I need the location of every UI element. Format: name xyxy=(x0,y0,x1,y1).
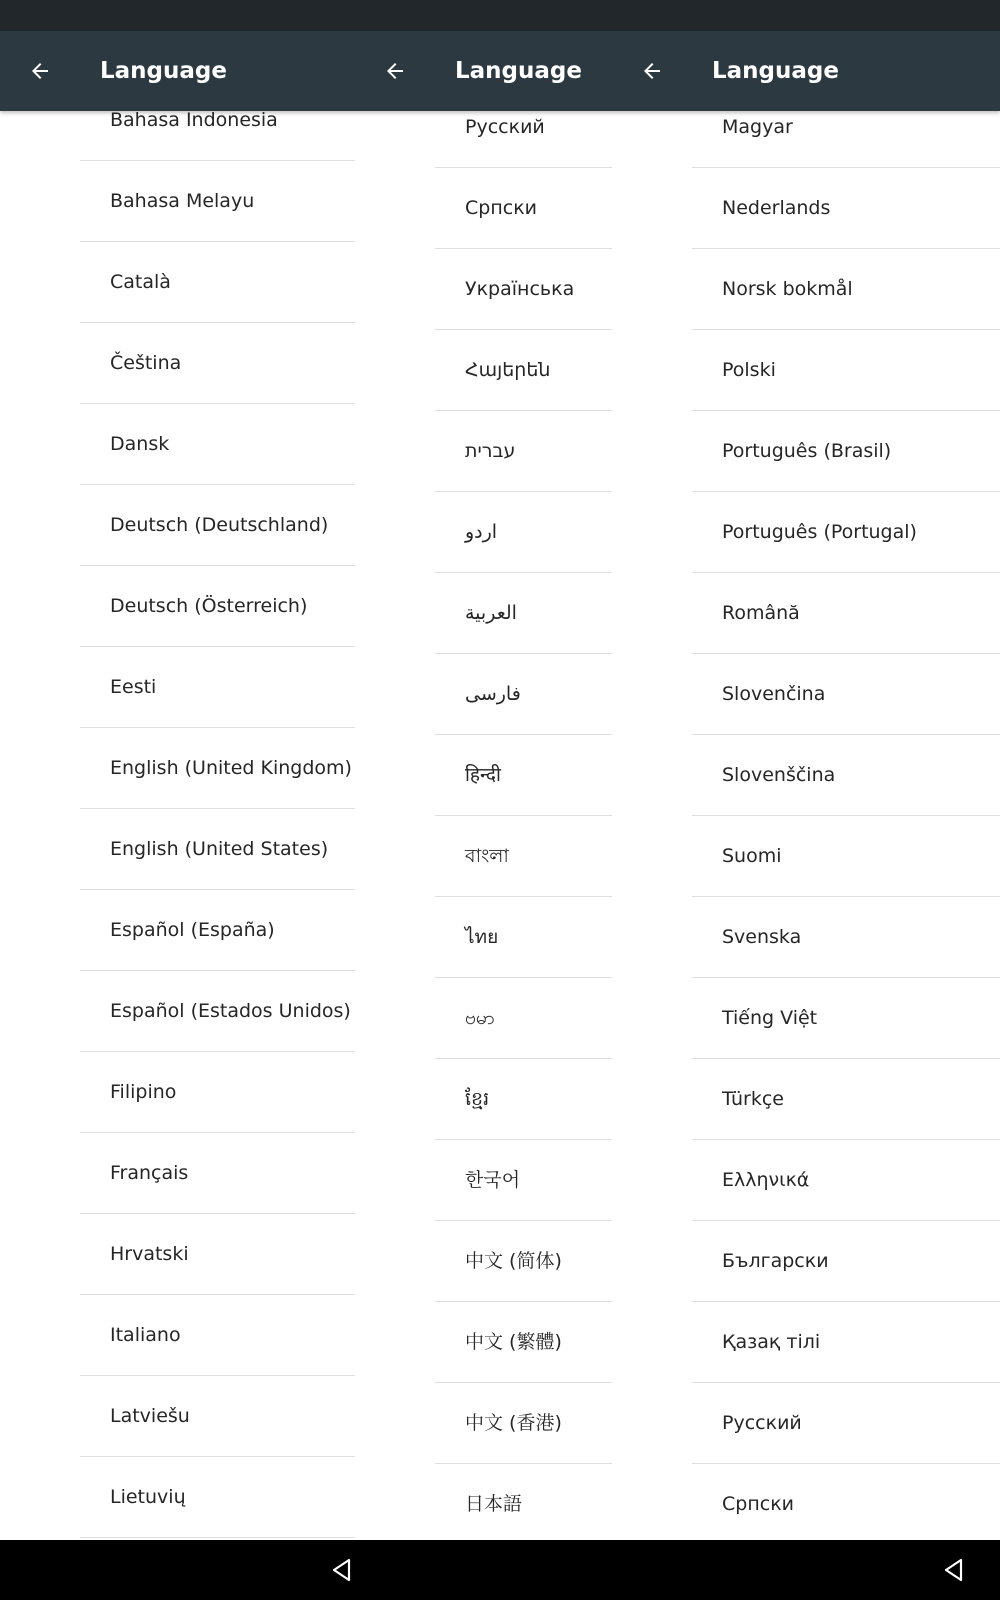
triangle-back-icon xyxy=(941,1557,967,1583)
arrow-left-icon xyxy=(383,59,407,83)
language-item[interactable] xyxy=(692,111,1000,168)
language-item[interactable] xyxy=(692,735,1000,816)
language-label: Español (España) xyxy=(110,919,275,941)
language-label: Türkçe xyxy=(722,1088,784,1110)
language-list-3 xyxy=(692,111,1000,1540)
arrow-left-icon xyxy=(28,59,52,83)
language-item[interactable] xyxy=(692,1302,1000,1383)
language-item[interactable] xyxy=(692,573,1000,654)
language-item[interactable] xyxy=(80,242,355,323)
language-item[interactable] xyxy=(435,897,612,978)
language-item[interactable] xyxy=(435,1383,612,1464)
language-label: 한국어 xyxy=(465,1169,521,1191)
language-label: Magyar xyxy=(722,116,793,138)
language-label: Қазақ тілі xyxy=(722,1331,821,1353)
language-item[interactable] xyxy=(80,1457,355,1538)
language-label: 中文 (简体) xyxy=(465,1250,562,1272)
language-item[interactable] xyxy=(435,1059,612,1140)
language-item[interactable] xyxy=(692,168,1000,249)
language-label: 日本語 xyxy=(465,1493,523,1515)
language-label: Slovenčina xyxy=(722,683,826,705)
language-label: فارسی xyxy=(465,683,521,705)
page-title-1: Language xyxy=(100,58,227,84)
language-item[interactable] xyxy=(435,978,612,1059)
language-label: বাংলা xyxy=(465,845,509,867)
language-item[interactable] xyxy=(435,573,612,654)
language-item[interactable] xyxy=(435,111,612,168)
language-label: हिन्दी xyxy=(465,764,501,786)
language-item[interactable] xyxy=(435,1464,612,1540)
language-label: Bahasa Indonesia xyxy=(110,111,278,131)
language-label: Hrvatski xyxy=(110,1243,189,1265)
language-item[interactable] xyxy=(692,492,1000,573)
app-bar xyxy=(0,31,1000,111)
language-item[interactable] xyxy=(435,654,612,735)
language-label: Suomi xyxy=(722,845,782,867)
language-item[interactable] xyxy=(692,897,1000,978)
language-item[interactable] xyxy=(80,1214,355,1295)
language-item[interactable] xyxy=(435,1140,612,1221)
language-item[interactable] xyxy=(435,1302,612,1383)
back-button-2[interactable] xyxy=(377,53,413,89)
language-item[interactable] xyxy=(692,411,1000,492)
page-title-3: Language xyxy=(712,58,839,84)
language-label: Filipino xyxy=(110,1081,177,1103)
language-label: Deutsch (Österreich) xyxy=(110,595,308,617)
nav-back-button-right[interactable] xyxy=(936,1552,972,1588)
language-label: Lietuvių xyxy=(110,1486,186,1508)
back-button-1[interactable] xyxy=(22,53,58,89)
language-label: Nederlands xyxy=(722,197,831,219)
language-item[interactable] xyxy=(80,404,355,485)
language-item[interactable] xyxy=(692,654,1000,735)
language-label: Русский xyxy=(465,116,545,138)
language-label: Français xyxy=(110,1162,189,1184)
language-item[interactable] xyxy=(80,1295,355,1376)
language-item[interactable] xyxy=(435,816,612,897)
language-item[interactable] xyxy=(80,566,355,647)
arrow-left-icon xyxy=(640,59,664,83)
status-bar xyxy=(0,0,1000,31)
language-label: 中文 (繁體) xyxy=(465,1331,562,1353)
language-item[interactable] xyxy=(80,161,355,242)
language-label: ไทย xyxy=(465,926,499,948)
language-item[interactable] xyxy=(435,492,612,573)
language-label: Tiếng Việt xyxy=(722,1007,818,1029)
nav-back-button-left[interactable] xyxy=(324,1552,360,1588)
language-label: ខ្មែរ xyxy=(465,1088,490,1110)
language-label: English (United Kingdom) xyxy=(110,757,352,779)
language-label: Latviešu xyxy=(110,1405,190,1427)
language-item[interactable] xyxy=(80,485,355,566)
language-item[interactable] xyxy=(435,330,612,411)
language-label: Русский xyxy=(722,1412,802,1434)
language-label: Српски xyxy=(722,1493,795,1515)
language-label: Eesti xyxy=(110,676,157,698)
page-title-2: Language xyxy=(455,58,582,84)
language-item[interactable] xyxy=(692,1221,1000,1302)
language-label: Norsk bokmål xyxy=(722,278,853,300)
language-item[interactable] xyxy=(692,1464,1000,1540)
language-item[interactable] xyxy=(435,168,612,249)
language-item[interactable] xyxy=(80,1052,355,1133)
language-item[interactable] xyxy=(80,111,355,161)
language-label: Català xyxy=(110,271,171,293)
language-label: 中文 (香港) xyxy=(465,1412,562,1434)
language-label: Svenska xyxy=(722,926,802,948)
language-item[interactable] xyxy=(435,411,612,492)
language-label: Հայերեն xyxy=(465,359,551,381)
language-item[interactable] xyxy=(435,1221,612,1302)
language-item[interactable] xyxy=(435,249,612,330)
language-label: اردو xyxy=(465,521,498,543)
language-item[interactable] xyxy=(692,330,1000,411)
language-label: עברית xyxy=(465,440,516,462)
language-label: Română xyxy=(722,602,800,624)
language-label: Português (Brasil) xyxy=(722,440,892,462)
language-item[interactable] xyxy=(80,647,355,728)
language-item[interactable] xyxy=(692,978,1000,1059)
language-item[interactable] xyxy=(80,1133,355,1214)
language-item[interactable] xyxy=(80,890,355,971)
language-label: Slovenščina xyxy=(722,764,836,786)
language-label: ဗမာ xyxy=(465,1007,495,1029)
language-label: Български xyxy=(722,1250,829,1272)
language-label: Italiano xyxy=(110,1324,181,1346)
language-label: Polski xyxy=(722,359,776,381)
language-label: Српски xyxy=(465,197,538,219)
language-label: العربية xyxy=(465,602,517,624)
language-item[interactable] xyxy=(80,728,355,809)
language-label: Deutsch (Deutschland) xyxy=(110,514,329,536)
back-button-3[interactable] xyxy=(634,53,670,89)
language-item[interactable] xyxy=(80,323,355,404)
language-label: Dansk xyxy=(110,433,170,455)
language-item[interactable] xyxy=(80,1376,355,1457)
navigation-bar xyxy=(0,1540,1000,1600)
language-item[interactable] xyxy=(692,1383,1000,1464)
language-label: Bahasa Melayu xyxy=(110,190,255,212)
language-label: English (United States) xyxy=(110,838,329,860)
triangle-back-icon xyxy=(329,1557,355,1583)
language-item[interactable] xyxy=(80,809,355,890)
language-label: Ελληνικά xyxy=(722,1169,810,1191)
language-item[interactable] xyxy=(692,1140,1000,1221)
language-label: Українська xyxy=(465,278,575,300)
language-item[interactable] xyxy=(692,816,1000,897)
language-label: Português (Portugal) xyxy=(722,521,917,543)
language-list-1 xyxy=(80,111,355,1540)
language-label: Čeština xyxy=(110,352,182,374)
language-label: Español (Estados Unidos) xyxy=(110,1000,351,1022)
language-item[interactable] xyxy=(692,1059,1000,1140)
language-list-2 xyxy=(435,111,612,1540)
language-item[interactable] xyxy=(692,249,1000,330)
language-item[interactable] xyxy=(435,735,612,816)
language-item[interactable] xyxy=(80,971,355,1052)
